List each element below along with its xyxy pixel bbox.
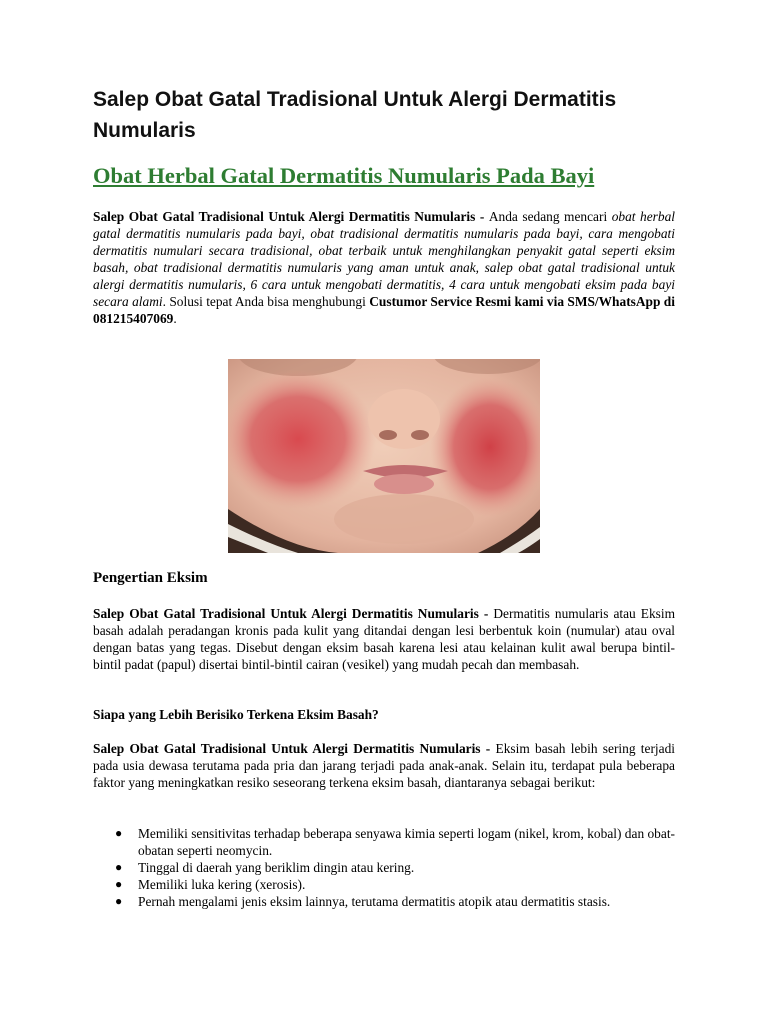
subtitle-link[interactable]: Obat Herbal Gatal Dermatitis Numularis Pada Bayi — [93, 163, 595, 188]
intro-keywords: obat herbal gatal dermatitis numularis pada bayi, obat tradisional dermatitis numularis pada bayi, cara mengobati dermatitis numulari secara tradisional, obat terbaik untuk menghilangkan penyakit gatal seperti eksim basah, obat tradisional dermatitis numularis yang aman untuk anak, salep obat gatal tradisional untuk alergi dermatitis numularis, 6 cara untuk mengobati dermatitis, 4 cara untuk mengobati eksim pada bayi secara alami — [93, 209, 675, 309]
pengertian-text: Dermatitis numularis atau Eksim basah adalah peradangan kronis pada kulit yang ditandai dengan lesi berbentuk koin (numular) atau oval dengan batas yang tegas. Disebut dengan eksim basah karena lesi atau kelainan kulit awal berupa bintil-bintil padat (papul) disertai bintil-bintil cairan (vesikel) yang mudah pecah dan membasah. — [93, 606, 675, 672]
section-heading-risiko: Siapa yang Lebih Berisiko Terkena Eksim Basah? — [93, 707, 379, 722]
risk-factor-list — [93, 825, 675, 910]
risiko-lead: Salep Obat Gatal Tradisional Untuk Alergi Dermatitis Numularis - — [93, 741, 496, 756]
intro-text-2: . Solusi tepat Anda bisa menghubungi — [162, 294, 370, 309]
page-title: Salep Obat Gatal Tradisional Untuk Alergi Dermatitis Numularis — [93, 88, 617, 142]
contact-info: Custumor Service Resmi kami via SMS/WhatsApp di 081215407069 — [93, 294, 675, 326]
list-item-text: Pernah mengalami jenis eksim lainnya, terutama dermatitis atopik atau dermatitis stasis. — [138, 894, 611, 909]
section-heading-pengertian: Pengertian Eksim — [93, 570, 208, 586]
list-item — [93, 859, 675, 876]
bullet-icon: ● — [115, 877, 123, 891]
bullet-icon: ● — [115, 826, 123, 840]
list-item — [93, 825, 675, 859]
list-item-text: Tinggal di daerah yang beriklim dingin atau kering. — [138, 860, 415, 875]
risiko-text: Eksim basah lebih sering terjadi pada usia dewasa terutama pada pria dan jarang terjadi pada anak-anak. Selain itu, terdapat pula beberapa faktor yang meningkatkan resiko seseorang terkena eksim basah, diantaranya sebagai berikut: — [93, 741, 675, 790]
pengertian-paragraph — [93, 605, 675, 673]
list-item — [93, 893, 675, 910]
bullet-icon: ● — [115, 894, 123, 908]
risiko-paragraph — [93, 740, 675, 791]
pengertian-lead: Salep Obat Gatal Tradisional Untuk Alergi Dermatitis Numularis - — [93, 606, 494, 621]
intro-text-3: . — [173, 311, 177, 326]
bullet-icon: ● — [115, 860, 123, 874]
baby-eczema-photo — [228, 359, 540, 553]
intro-paragraph — [93, 208, 675, 327]
list-item — [93, 876, 675, 893]
intro-lead: Salep Obat Gatal Tradisional Untuk Alergi Dermatitis Numularis - — [93, 209, 489, 224]
list-item-text: Memiliki sensitivitas terhadap beberapa senyawa kimia seperti logam (nikel, krom, kobal) dan obat-obatan seperti neomycin. — [138, 826, 675, 858]
intro-text-1: Anda sedang mencari — [488, 209, 612, 224]
list-item-text: Memiliki luka kering (xerosis). — [138, 877, 306, 892]
